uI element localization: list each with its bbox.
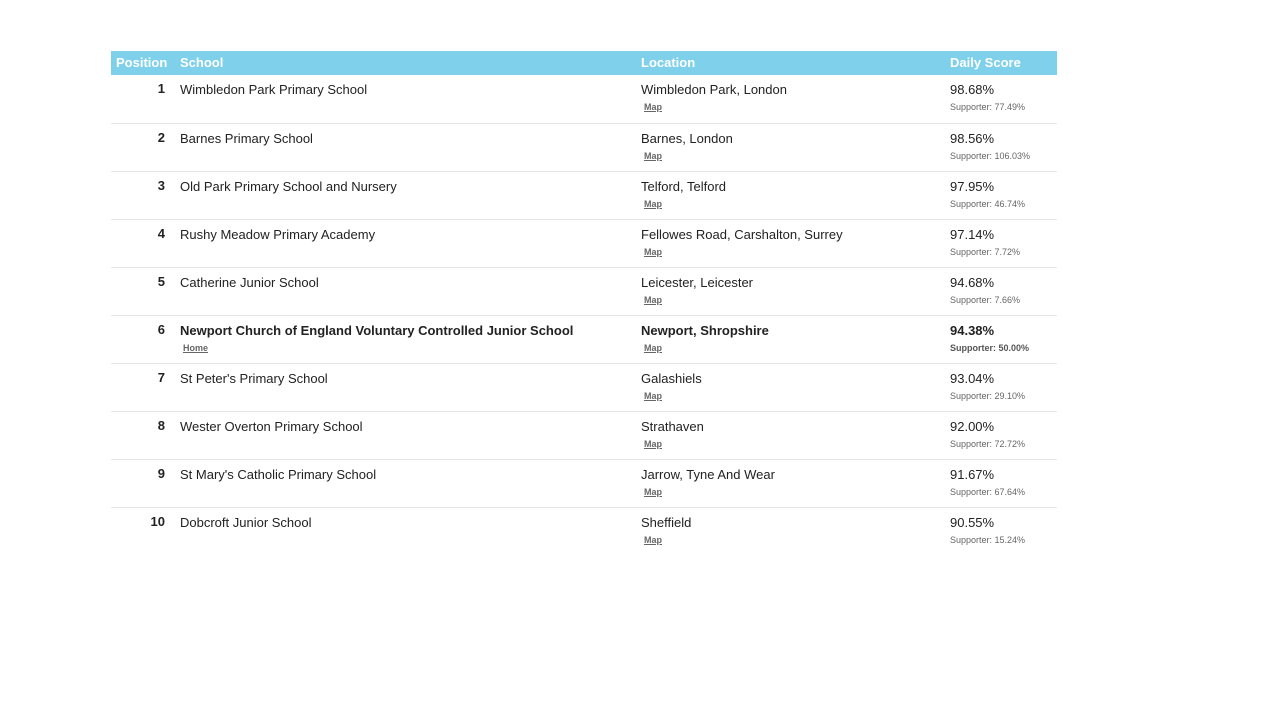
position-cell: 2 xyxy=(157,129,165,145)
table-row xyxy=(111,75,1057,123)
table-header-row xyxy=(111,51,1057,75)
score-cell xyxy=(945,123,1057,171)
location-name: Wimbledon Park, London xyxy=(641,82,787,97)
supporter-score: Supporter: 7.66% xyxy=(950,294,1021,305)
daily-score: 94.38% xyxy=(950,322,995,338)
school-name: Dobcroft Junior School xyxy=(180,514,312,530)
position-cell: 3 xyxy=(157,177,165,193)
school-cell xyxy=(175,363,636,411)
map-link[interactable]: Map xyxy=(644,438,662,449)
score-cell xyxy=(945,75,1057,123)
position-cell: 10 xyxy=(150,513,165,529)
location-name: Strathaven xyxy=(641,418,704,434)
location-cell xyxy=(636,411,945,459)
location-cell xyxy=(636,459,945,507)
school-cell xyxy=(175,267,636,315)
position-cell: 4 xyxy=(157,225,165,241)
score-cell xyxy=(945,315,1057,363)
school-name: St Peter's Primary School xyxy=(180,370,328,386)
school-cell xyxy=(175,459,636,507)
position-cell: 8 xyxy=(157,417,165,433)
header-location: Location xyxy=(641,55,696,70)
supporter-score: Supporter: 106.03% xyxy=(950,150,1031,161)
school-cell xyxy=(175,315,636,363)
school-leaderboard-table xyxy=(111,51,1057,555)
supporter-score: Supporter: 77.49% xyxy=(950,102,1026,112)
school-cell xyxy=(175,123,636,171)
position-cell: 9 xyxy=(157,465,165,481)
supporter-score: Supporter: 29.10% xyxy=(950,390,1026,401)
table-row xyxy=(111,123,1057,171)
map-link[interactable]: Map xyxy=(644,294,662,305)
location-name: Barnes, London xyxy=(641,130,733,146)
location-name: Telford, Telford xyxy=(641,178,727,194)
table-row xyxy=(111,363,1057,411)
daily-score: 98.68% xyxy=(950,82,995,97)
position-cell: 7 xyxy=(157,369,165,385)
daily-score: 92.00% xyxy=(950,418,995,434)
table-row xyxy=(111,507,1057,555)
map-link[interactable]: Map xyxy=(644,342,662,353)
table-row-highlighted xyxy=(111,315,1057,363)
location-name: Leicester, Leicester xyxy=(641,274,754,290)
table-row xyxy=(111,219,1057,267)
score-cell xyxy=(945,507,1057,555)
location-cell xyxy=(636,315,945,363)
map-link[interactable]: Map xyxy=(644,198,662,209)
score-cell xyxy=(945,267,1057,315)
location-name: Jarrow, Tyne And Wear xyxy=(641,466,775,482)
table-row xyxy=(111,411,1057,459)
home-link[interactable]: Home xyxy=(183,342,209,353)
location-name: Fellowes Road, Carshalton, Surrey xyxy=(641,226,843,242)
table-row xyxy=(111,171,1057,219)
map-link[interactable]: Map xyxy=(644,246,662,257)
school-name: Rushy Meadow Primary Academy xyxy=(180,226,376,242)
location-cell xyxy=(636,363,945,411)
school-name: Old Park Primary School and Nursery xyxy=(180,178,397,194)
daily-score: 91.67% xyxy=(950,466,995,482)
daily-score: 98.56% xyxy=(950,130,995,146)
supporter-score: Supporter: 67.64% xyxy=(950,486,1026,497)
school-name: Barnes Primary School xyxy=(180,130,313,146)
location-cell xyxy=(636,75,945,123)
daily-score: 94.68% xyxy=(950,274,995,290)
school-name: Catherine Junior School xyxy=(180,274,319,290)
map-link[interactable]: Map xyxy=(644,102,662,112)
supporter-score: Supporter: 50.00% xyxy=(950,342,1030,353)
table-row xyxy=(111,267,1057,315)
map-link[interactable]: Map xyxy=(644,150,662,161)
supporter-score: Supporter: 72.72% xyxy=(950,438,1026,449)
school-cell xyxy=(175,411,636,459)
location-cell xyxy=(636,171,945,219)
position-cell: 5 xyxy=(157,273,165,289)
location-cell xyxy=(636,507,945,555)
school-cell xyxy=(175,507,636,555)
location-cell xyxy=(636,123,945,171)
location-name: Newport, Shropshire xyxy=(641,322,769,338)
daily-score: 93.04% xyxy=(950,370,995,386)
school-name: Wester Overton Primary School xyxy=(180,418,363,434)
score-cell xyxy=(945,219,1057,267)
position-cell: 1 xyxy=(157,81,165,96)
supporter-score: Supporter: 46.74% xyxy=(950,198,1026,209)
daily-score: 97.95% xyxy=(950,178,995,194)
school-cell xyxy=(175,171,636,219)
daily-score: 97.14% xyxy=(950,226,995,242)
position-cell: 6 xyxy=(157,321,165,337)
location-cell xyxy=(636,267,945,315)
score-cell xyxy=(945,363,1057,411)
header-position: Position xyxy=(116,55,168,70)
school-name: Newport Church of England Voluntary Controlled Junior School xyxy=(180,322,574,338)
header-daily-score: Daily Score xyxy=(950,55,1021,70)
school-name: Wimbledon Park Primary School xyxy=(180,82,368,97)
score-cell xyxy=(945,459,1057,507)
map-link[interactable]: Map xyxy=(644,534,662,545)
school-name: St Mary's Catholic Primary School xyxy=(180,466,377,482)
location-cell xyxy=(636,219,945,267)
supporter-score: Supporter: 7.72% xyxy=(950,246,1021,257)
school-cell xyxy=(175,75,636,123)
daily-score: 90.55% xyxy=(950,514,995,530)
table-row xyxy=(111,459,1057,507)
school-cell xyxy=(175,219,636,267)
score-cell xyxy=(945,411,1057,459)
map-link[interactable]: Map xyxy=(644,486,662,497)
location-name: Galashiels xyxy=(641,370,702,386)
header-school: School xyxy=(180,55,224,70)
score-cell xyxy=(945,171,1057,219)
supporter-score: Supporter: 15.24% xyxy=(950,534,1026,545)
location-name: Sheffield xyxy=(641,514,692,530)
map-link[interactable]: Map xyxy=(644,390,662,401)
